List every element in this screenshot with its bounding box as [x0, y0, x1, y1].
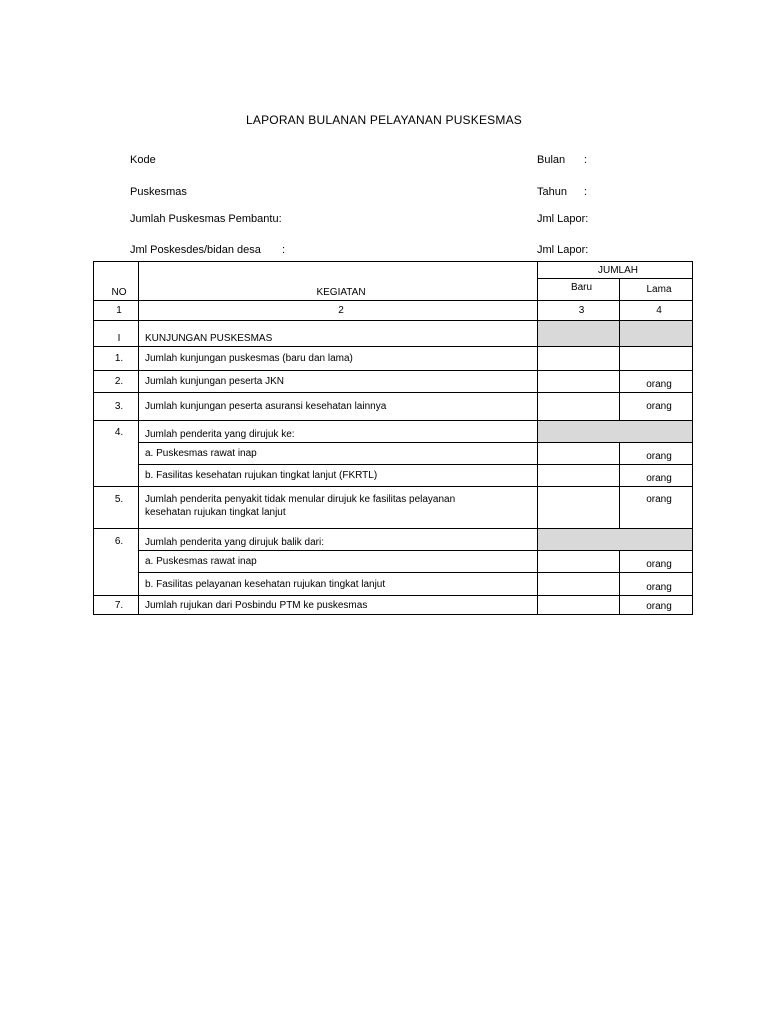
table-row — [94, 596, 693, 615]
puskesmas-label: Puskesmas — [130, 186, 187, 198]
baru-cell — [538, 596, 620, 615]
col-kegiatan-header: KEGIATAN — [139, 262, 538, 301]
baru-cell — [538, 487, 620, 529]
jml-lapor-label-1: Jml Lapor: — [537, 213, 589, 225]
row-label: Jumlah kunjungan puskesmas (baru dan lama) — [139, 347, 538, 371]
unit-label: orang — [620, 573, 693, 596]
baru-cell — [538, 371, 620, 393]
row-label: Jumlah penderita yang dirujuk ke: — [139, 421, 538, 443]
row-no: 2. — [94, 371, 139, 393]
row-label: b. Fasilitas kesehatan rujukan tingkat lanjut (FKRTL) — [139, 465, 538, 487]
baru-cell — [538, 443, 620, 465]
col-number-3: 3 — [538, 301, 620, 321]
table-row — [94, 393, 693, 421]
row-label: a. Puskesmas rawat inap — [139, 443, 538, 465]
tahun-label: Tahun — [537, 186, 567, 198]
row-label: b. Fasilitas pelayanan kesehatan rujukan tingkat lanjut — [139, 573, 538, 596]
section-row — [94, 321, 693, 347]
row-no: 4. — [94, 421, 139, 487]
section-no: I — [94, 321, 139, 347]
baru-cell — [538, 393, 620, 421]
bulan-colon: : — [584, 154, 588, 166]
table-row — [94, 347, 693, 371]
row-label: Jumlah penderita penyakit tidak menular dirujuk ke fasilitas pelayanan kesehatan rujukan tingkat lanjut — [139, 487, 538, 529]
row-label: Jumlah rujukan dari Posbindu PTM ke puskesmas — [139, 596, 538, 615]
row-label: Jumlah penderita yang dirujuk balik dari: — [139, 529, 538, 551]
report-table — [93, 261, 693, 615]
baru-cell — [538, 551, 620, 573]
unit-label: orang — [620, 465, 693, 487]
section-lama-cell — [620, 321, 693, 347]
bulan-label: Bulan — [537, 154, 566, 166]
table-row — [94, 573, 693, 596]
col-baru-header: Baru — [538, 279, 620, 301]
col-jumlah-header: JUMLAH — [538, 262, 693, 279]
poskesdes-label: Jml Poskesdes/bidan desa — [130, 244, 261, 256]
table-row — [94, 465, 693, 487]
unit-label: orang — [620, 551, 693, 573]
section-label: KUNJUNGAN PUSKESMAS — [139, 321, 538, 347]
table-row — [94, 551, 693, 573]
baru-cell — [538, 573, 620, 596]
row-no: 7. — [94, 596, 139, 615]
col-number-2: 2 — [139, 301, 538, 321]
row-no: 1. — [94, 347, 139, 371]
kode-label: Kode — [130, 154, 156, 166]
unit-label: orang — [620, 443, 693, 465]
unit-label: orang — [620, 487, 693, 529]
table-row — [94, 487, 693, 529]
col-no-header: NO — [94, 262, 139, 301]
unit-label: orang — [620, 393, 693, 421]
lama-cell — [620, 347, 693, 371]
row-label: Jumlah kunjungan peserta asuransi kesehatan lainnya — [139, 393, 538, 421]
header-row-jumlah — [94, 262, 693, 279]
col-number-1: 1 — [94, 301, 139, 321]
row-no: 3. — [94, 393, 139, 421]
table-row — [94, 371, 693, 393]
row-no: 5. — [94, 487, 139, 529]
baru-cell — [538, 465, 620, 487]
shaded-jumlah-cell — [538, 421, 693, 443]
tahun-colon: : — [584, 186, 588, 198]
table-row — [94, 421, 693, 443]
poskesdes-colon: : — [282, 244, 286, 256]
section-baru-cell — [538, 321, 620, 347]
col-number-4: 4 — [620, 301, 693, 321]
table-row — [94, 529, 693, 551]
unit-label: orang — [620, 596, 693, 615]
baru-cell — [538, 347, 620, 371]
row-label: Jumlah kunjungan peserta JKN — [139, 371, 538, 393]
row-no: 6. — [94, 529, 139, 596]
shaded-jumlah-cell — [538, 529, 693, 551]
col-lama-header: Lama — [620, 279, 693, 301]
pembantu-label: Jumlah Puskesmas Pembantu: — [130, 213, 282, 225]
row-label: a. Puskesmas rawat inap — [139, 551, 538, 573]
table-row — [94, 443, 693, 465]
page-title: LAPORAN BULANAN PELAYANAN PUSKESMAS — [246, 113, 522, 127]
jml-lapor-label-2: Jml Lapor: — [537, 244, 589, 256]
unit-label: orang — [620, 371, 693, 393]
column-number-row — [94, 301, 693, 321]
